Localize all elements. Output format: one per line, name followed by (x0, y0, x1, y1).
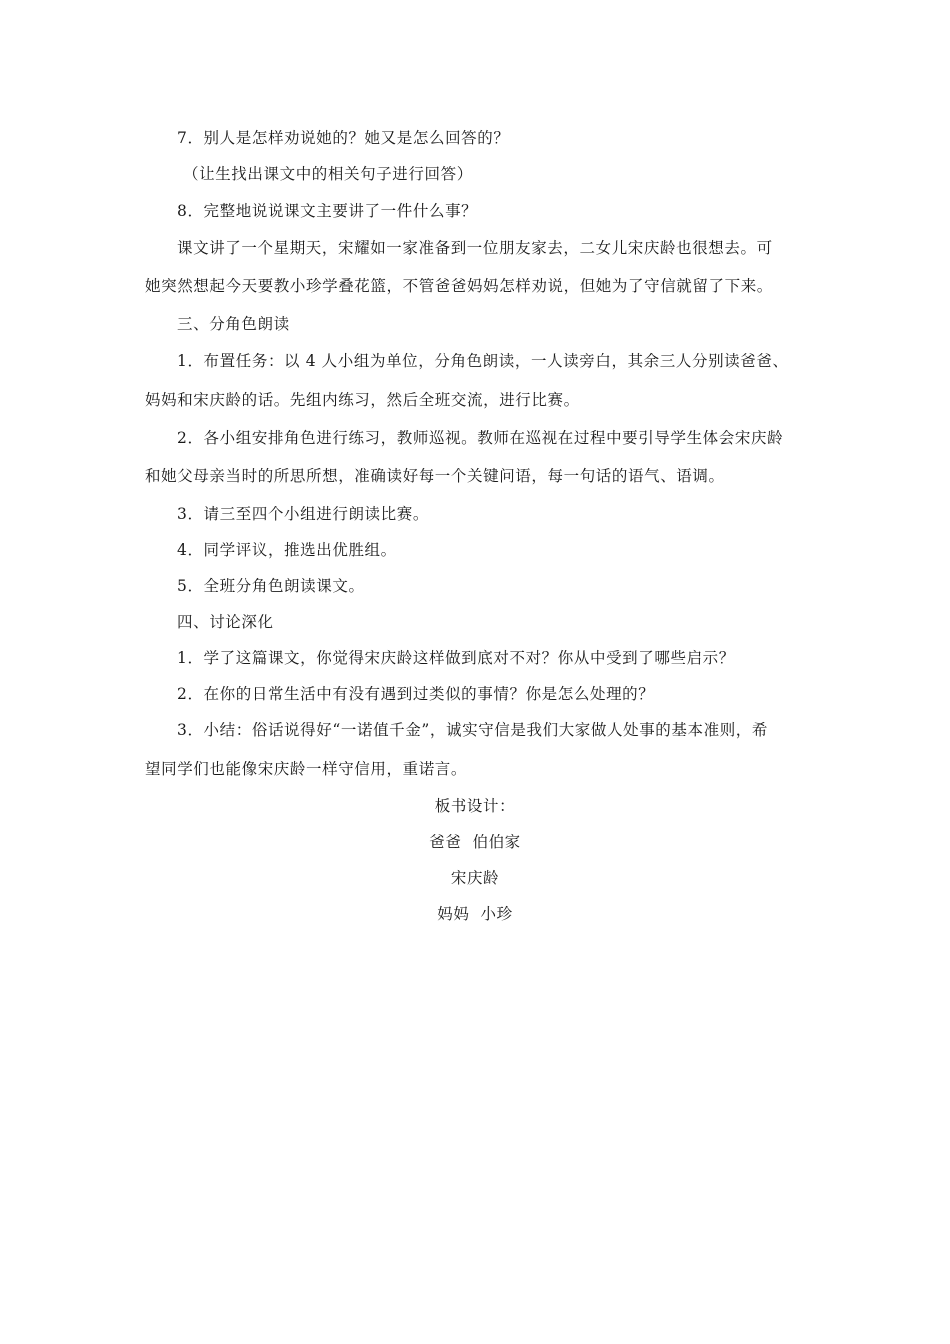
section-4-item-1: 1．学了这篇课文，你觉得宋庆龄这样做到底对不对？你从中受到了哪些启示？ (177, 649, 735, 667)
section-3-item-2-line-2: 和她父母亲当时的所思所想，准确读好每一个关键问语，每一句话的语气、语调。 (145, 467, 725, 485)
section-3-item-1-line-2: 妈妈和宋庆龄的话。先组内练习，然后全班交流，进行比赛。 (145, 391, 580, 409)
section-4-heading: 四、讨论深化 (177, 613, 274, 631)
section-3-item-4: 4．同学评议，推选出优胜组。 (177, 541, 397, 559)
board-design-title: 板书设计： (434, 797, 516, 815)
question-8: 8．完整地说说课文主要讲了一件什么事？ (177, 202, 478, 220)
question-7: 7．别人是怎样劝说她的？她又是怎么回答的？ (177, 129, 510, 147)
summary-line-1: 课文讲了一个星期天，宋耀如一家准备到一位朋友家去，二女儿宋庆龄也很想去。可 (177, 239, 773, 257)
section-3-item-5: 5．全班分角色朗读课文。 (177, 577, 365, 595)
section-4-item-2: 2．在你的日常生活中有没有遇到过类似的事情？你是怎么处理的？ (177, 685, 655, 703)
section-3-item-1-line-1: 1．布置任务：以 4 人小组为单位，分角色朗读，一人读旁白，其余三人分别读爸爸、 (177, 352, 789, 370)
section-3-item-3: 3．请三至四个小组进行朗读比赛。 (177, 505, 429, 523)
question-7-note: （让生找出课文中的相关句子进行回答） (183, 165, 473, 183)
section-3-heading: 三、分角色朗读 (177, 315, 290, 333)
summary-line-2: 她突然想起今天要教小珍学叠花篮，不管爸爸妈妈怎样劝说，但她为了守信就留了下来。 (145, 277, 773, 295)
section-4-item-3-line-1: 3．小结：俗话说得好“一诺值千金”，诚实守信是我们大家做人处事的基本准则，希 (177, 721, 769, 739)
board-row-3: 妈妈 小珍 (437, 905, 513, 923)
board-row-2: 宋庆龄 (450, 869, 500, 887)
section-4-item-3-line-2: 望同学们也能像宋庆龄一样守信用，重诺言。 (145, 760, 468, 778)
board-row-1: 爸爸 伯伯家 (429, 833, 521, 851)
section-3-item-2-line-1: 2．各小组安排角色进行练习，教师巡视。教师在巡视在过程中要引导学生体会宋庆龄 (177, 429, 784, 447)
